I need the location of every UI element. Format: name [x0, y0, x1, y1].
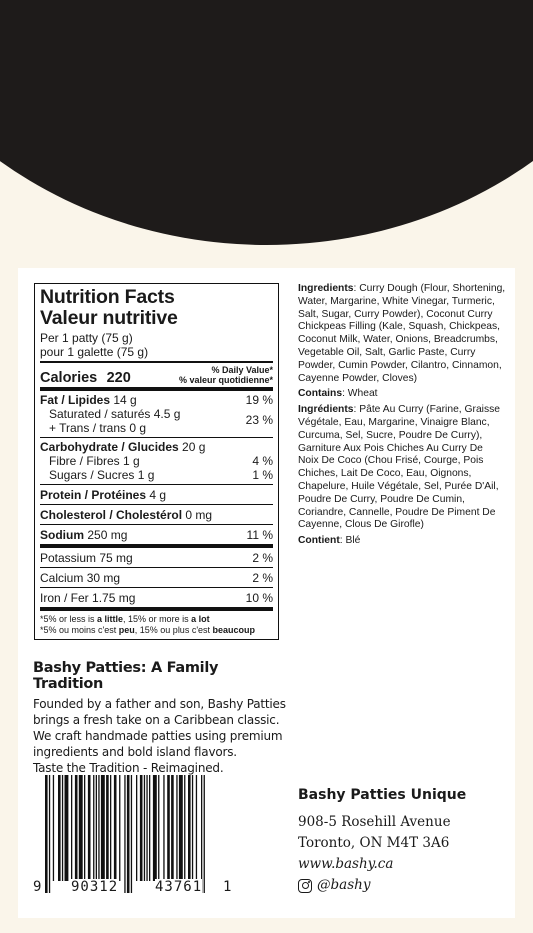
barcode-bar — [88, 775, 91, 881]
barcode-bar — [179, 775, 183, 881]
barcode-bar — [136, 775, 137, 881]
carb-amount: 20 g — [182, 440, 206, 454]
footnote-en: *5% or less is a little, 15% or more is a lot — [40, 614, 210, 624]
saturated-label: Saturated / saturés — [49, 407, 151, 421]
barcode-digits-right: 43761 — [155, 879, 203, 895]
carb-label: Carbohydrate / Glucides — [40, 440, 179, 454]
contains-en: Contains: Wheat — [298, 388, 378, 400]
address-street: 908-5 Rosehill Avenue — [298, 814, 451, 830]
calories-label: Calories — [40, 370, 98, 386]
barcode-bar — [149, 775, 150, 881]
story-tagline: Taste the Tradition - Reimagined. — [33, 761, 224, 775]
calcium-amount: 30 mg — [86, 571, 121, 585]
sodium-dv: 11 % — [246, 528, 273, 542]
trans-amount: 0 g — [129, 421, 147, 435]
sugars-label: Sugars / Sucres — [49, 468, 135, 482]
barcode-bar — [119, 775, 120, 881]
address-city: Toronto, ON M4T 3A6 — [298, 835, 450, 851]
barcode-bar — [192, 775, 193, 881]
cholesterol-label: Cholesterol / Cholestérol — [40, 508, 183, 522]
instagram-icon — [298, 879, 312, 893]
barcode-bar — [49, 775, 50, 893]
protein-amount: 4 g — [149, 488, 167, 502]
barcode-bar — [167, 775, 170, 881]
barcode-bar — [110, 775, 111, 881]
barcode-bar — [204, 775, 205, 893]
daily-value-header-en: % Daily Value* — [211, 365, 273, 375]
serving-size-en: Per 1 patty (75 g) — [40, 331, 133, 345]
carb-section — [40, 437, 273, 484]
nutrition-title-fr: Valeur nutritive — [40, 307, 178, 329]
nutrient-row-fat — [40, 393, 273, 407]
barcode-bar — [127, 775, 130, 893]
contact-block — [298, 785, 508, 896]
calories-value: 220 — [106, 370, 131, 386]
iron-dv: 10 % — [245, 591, 273, 605]
fibre-label: Fibre / Fibres — [49, 454, 120, 468]
nutrient-row-iron — [40, 587, 273, 607]
barcode-bar — [62, 775, 63, 881]
barcode-bar — [58, 775, 61, 881]
ingredients-en: Ingredients: Curry Dough (Flour, Shortening, Water, Margarine, White Vinegar, Turmeric, Salt, Sugar, Curry Powder), Coconut Curry Chickpeas Filling (Kale, Squash, Chickpeas, Coconut Milk, Water, Onions, Breadcrumbs, Vegetable Oil, Salt, Garlic Paste, Curry Powder, Cumin Powder, Cilantro, Cinnamon, Cayenne Powder, Cloves) — [298, 283, 506, 384]
ingredients-block — [298, 283, 506, 551]
nutrition-title-en: Nutrition Facts — [40, 286, 175, 308]
sodium-label: Sodium — [40, 528, 84, 542]
instagram-handle[interactable] — [298, 875, 508, 896]
ingredients-fr: Ingrédients: Pâte Au Curry (Farine, Graisse Végétale, Eau, Margarine, Vinaigre Blanc, Curcuma, Sel, Sucre, Poudre De Curry), Garniture Aux Pois Chiches Au Curry De Noix De Coco (Chou Frisé, Courge, Pois Chiches, Lait De Coco, Eau, Oignons, Chapelure, Huile Végétale, Sel, Purée D'Ail, Poudre De Curry, Poudre De Cumin, Coriandre, Cannelle, Poudre De Piment De Cayenne, Clous De Girofle) — [298, 404, 500, 531]
story-body: Founded by a father and son, Bashy Patties brings a fresh take on a Caribbean classic. We craft handmade patties using premium ingredients and bold island flavors. — [33, 697, 286, 759]
barcode-bar — [101, 775, 105, 881]
saturated-amount: 4.5 g — [153, 407, 181, 421]
barcode-bar — [140, 775, 143, 881]
nutrient-row-sugars — [40, 468, 273, 482]
potassium-label: Potassium — [40, 551, 97, 565]
dark-arc-shape — [0, 0, 533, 245]
footnote-fr: *5% ou moins c'est peu, 15% ou plus c'est beaucoup — [40, 625, 256, 635]
contains-fr: Contient: Blé — [298, 535, 361, 547]
barcode-bar — [53, 775, 54, 881]
barcode-bar — [153, 775, 157, 881]
barcode-bar — [171, 775, 174, 881]
sodium-amount: 250 mg — [87, 528, 128, 542]
nutrient-row-potassium — [40, 544, 273, 567]
iron-amount: 1.75 mg — [92, 591, 136, 605]
barcode-bar — [79, 775, 83, 881]
barcode-bar — [188, 775, 191, 881]
barcode-bars — [33, 775, 250, 900]
footnote — [40, 607, 273, 636]
barcode-bar — [158, 775, 159, 881]
nutrition-facts-table — [34, 283, 279, 640]
fat-dv: 19 % — [245, 393, 273, 407]
trans-label: + Trans / trans — [49, 421, 127, 435]
barcode-bar — [65, 775, 69, 881]
nutrient-row-saturated — [40, 407, 273, 427]
barcode — [33, 775, 250, 900]
cholesterol-amount: 0 mg — [185, 508, 213, 522]
calories-row — [40, 361, 273, 387]
barcode-bar — [176, 775, 177, 881]
barcode-bar — [163, 775, 164, 881]
barcode-bar — [124, 775, 125, 893]
nutrient-row-fibre — [40, 454, 273, 468]
barcode-bar — [131, 775, 132, 893]
nutrient-row-cholesterol — [40, 504, 273, 524]
calcium-dv: 2 % — [252, 571, 273, 585]
barcode-bar — [184, 775, 185, 881]
nutrient-row-protein — [40, 484, 273, 504]
barcode-bar — [144, 775, 145, 881]
nutrient-row-calcium — [40, 567, 273, 587]
sugars-amount: 1 g — [137, 468, 155, 482]
barcode-digit-last: 1 — [223, 879, 232, 895]
fat-section — [40, 387, 273, 437]
barcode-digits-left: 90312 — [71, 879, 119, 895]
barcode-bar — [146, 775, 147, 881]
website-link[interactable]: www.bashy.ca — [298, 856, 394, 872]
barcode-bar — [201, 775, 202, 893]
fibre-dv: 4 % — [252, 454, 273, 468]
iron-label: Iron / Fer — [40, 591, 89, 605]
barcode-bar — [98, 775, 99, 881]
daily-value-header-fr: % valeur quotidienne* — [178, 375, 273, 385]
barcode-bar — [106, 775, 109, 881]
barcode-digit-first: 9 — [33, 879, 42, 895]
instagram-handle-text: @bashy — [317, 877, 371, 893]
company-name: Bashy Patties Unique — [298, 787, 467, 803]
barcode-bar — [93, 775, 94, 881]
fibre-amount: 1 g — [123, 454, 140, 468]
fat-amount: 14 g — [113, 393, 137, 407]
potassium-amount: 75 mg — [99, 551, 133, 565]
fat-label: Fat / Lipides — [40, 393, 111, 407]
protein-label: Protein / Protéines — [40, 488, 147, 502]
barcode-bar — [75, 775, 78, 881]
potassium-dv: 2 % — [252, 551, 273, 565]
saturated-dv: 23 % — [245, 413, 273, 427]
sugars-dv: 1 % — [252, 468, 273, 482]
barcode-bar — [45, 775, 48, 893]
calcium-label: Calcium — [40, 571, 84, 585]
nutrient-row-sodium — [40, 524, 273, 544]
story-title: Bashy Patties: A Family Tradition — [33, 660, 219, 692]
barcode-bar — [84, 775, 85, 881]
barcode-bar — [71, 775, 72, 881]
barcode-bar — [196, 775, 197, 881]
brand-story — [33, 660, 288, 776]
barcode-bar — [114, 775, 117, 881]
nutrient-row-carbohydrate — [40, 440, 273, 454]
serving-size-fr: pour 1 galette (75 g) — [40, 345, 149, 359]
barcode-bar — [96, 775, 97, 881]
